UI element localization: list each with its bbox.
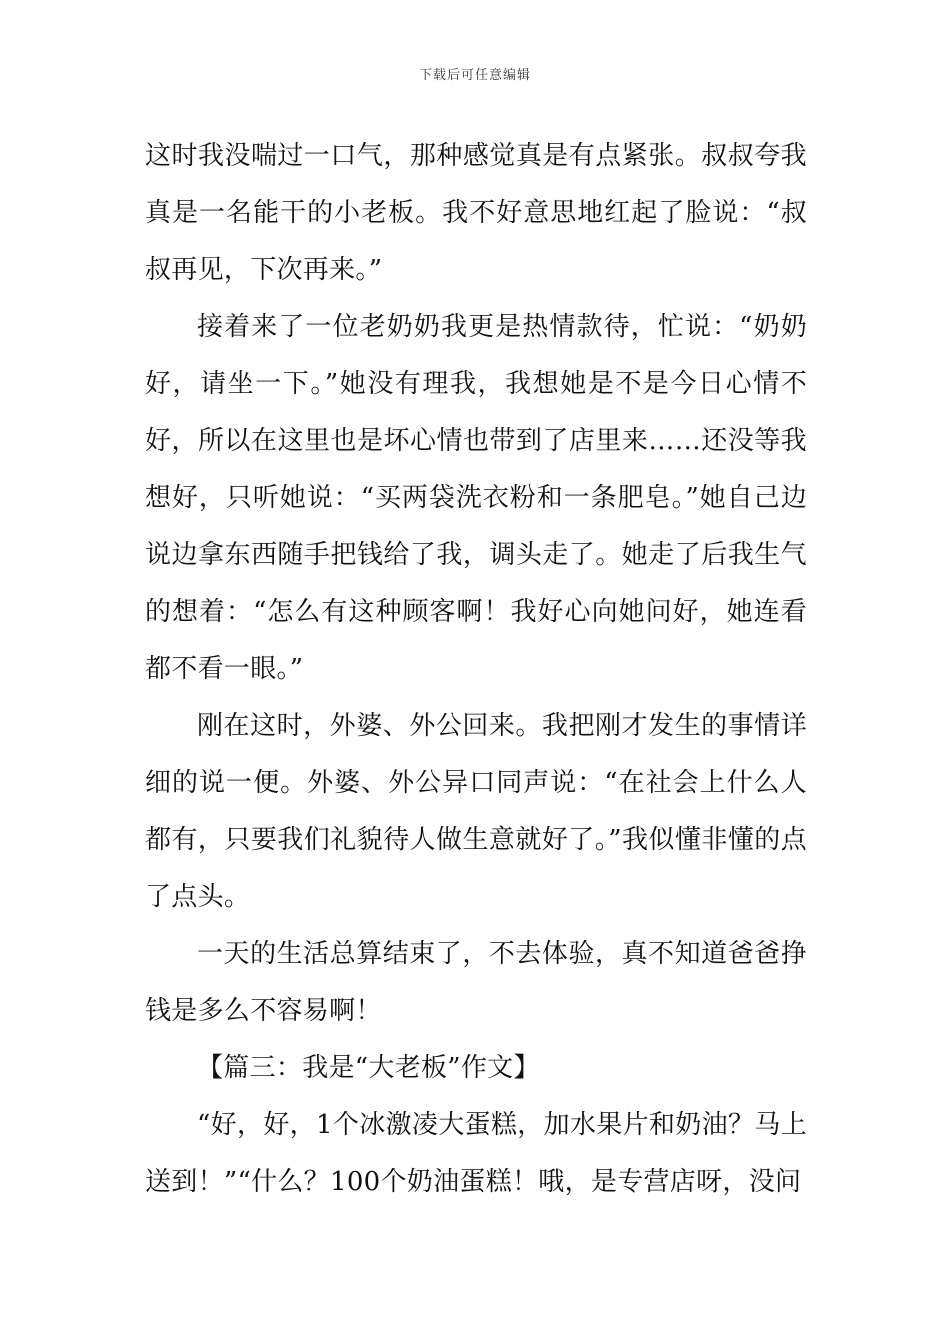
document-body	[145, 128, 807, 1211]
paragraph-cake-order: “好，好，1个冰激凌大蛋糕，加水果片和奶油？马上送到！”“什么？100个奶油蛋糕！哦，是专营店呀，没问	[145, 1110, 807, 1197]
paragraph-grandmother: 接着来了一位老奶奶我更是热情款待，忙说：“奶奶好，请坐一下。”她没有理我，我想她是不是今日心情不好，所以在这里也是坏心情也带到了店里来……还没等我想好，只听她说：“买两袋洗衣粉和一条肥皂。”她自己边说边拿东西随手把钱给了我，调头走了。她走了后我生气的想着：“怎么有这种顾客啊！我好心向她问好，她连看都不看一眼。”	[145, 312, 807, 684]
section-heading: 【篇三：我是“大老板”作文】	[197, 1053, 540, 1083]
paragraph-conclusion: 一天的生活总算结束了，不去体验，真不知道爸爸挣钱是多么不容易啊！	[145, 939, 807, 1026]
paragraph-continuation: 这时我没喘过一口气，那种感觉真是有点紧张。叔叔夸我真是一名能干的小老板。我不好意思地红起了脸说：“叔叔再见，下次再来。”	[145, 141, 807, 285]
page-header: 下载后可任意编辑	[418, 68, 531, 83]
paragraph-grandparents-return: 刚在这时，外婆、外公回来。我把刚才发生的事情详细的说一便。外婆、外公异口同声说：“在社会上什么人都有，只要我们礼貌待人做生意就好了。”我似懂非懂的点了点头。	[145, 711, 807, 912]
